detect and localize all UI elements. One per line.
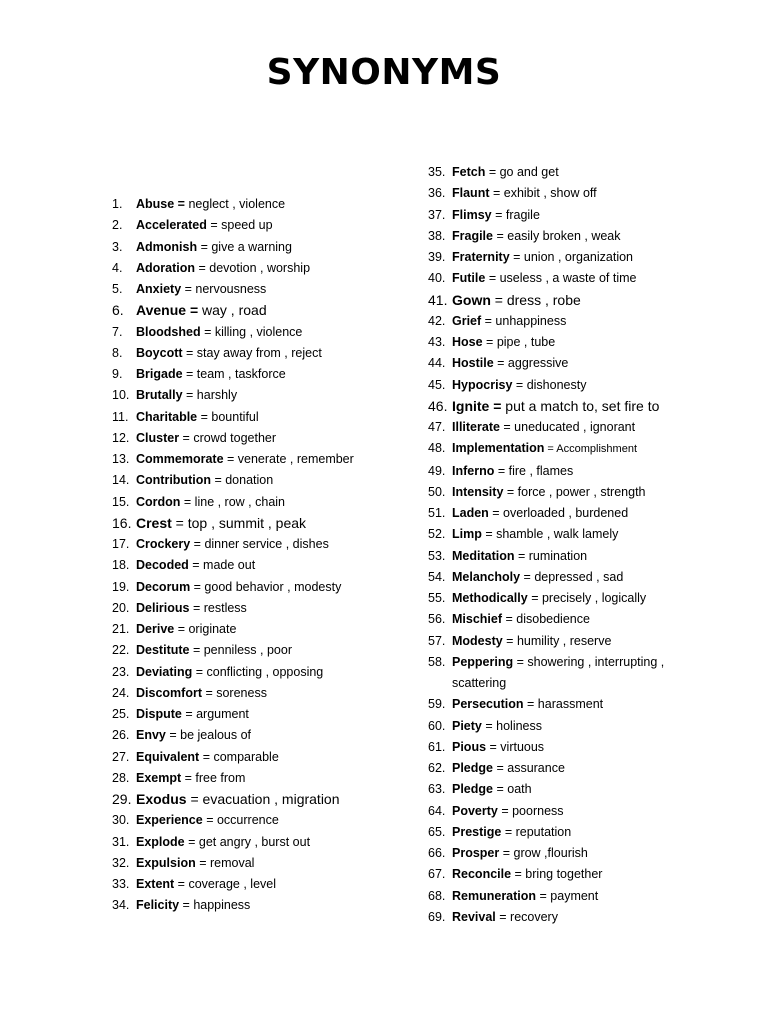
item-number: 39. xyxy=(428,250,446,264)
item-definition: = give a warning xyxy=(197,239,292,254)
item-number: 67. xyxy=(428,867,446,882)
item-definition: neglect , violence xyxy=(184,197,286,211)
item-definition: = good behavior , modesty xyxy=(190,579,342,594)
item-definition: = crowd together xyxy=(179,430,277,445)
item-number: 6. xyxy=(112,302,124,319)
list-item xyxy=(428,268,664,289)
item-definition: = holiness xyxy=(481,718,542,733)
item-definition: = get angry , burst out xyxy=(184,834,311,849)
item-word: Hostile xyxy=(452,356,494,371)
list-item xyxy=(112,428,354,449)
item-number: 42. xyxy=(428,313,446,328)
item-definition: = union , organization xyxy=(509,250,634,264)
item-definition: = occurrence xyxy=(202,813,279,828)
item-number: 7. xyxy=(112,324,123,339)
item-word: Bloodshed xyxy=(136,324,201,339)
item-number: 49. xyxy=(428,463,446,478)
item-number: 53. xyxy=(428,548,446,563)
item-word: Commemorate xyxy=(136,452,224,466)
item-number: 55. xyxy=(428,591,446,605)
item-definition: = donation xyxy=(210,473,274,488)
list-item xyxy=(112,832,354,853)
item-definition: = easily broken , weak xyxy=(493,228,621,243)
item-number: 3. xyxy=(112,239,123,254)
item-word: Brigade xyxy=(136,367,183,381)
list-item xyxy=(112,895,354,916)
item-word: Cluster xyxy=(136,430,180,445)
item-definition: = happiness xyxy=(179,898,251,913)
item-definition: = conflicting , opposing xyxy=(192,664,324,679)
item-word: Dispute xyxy=(136,707,182,721)
list-item xyxy=(112,747,354,768)
item-word: Limp xyxy=(452,527,482,542)
item-definition: = speed up xyxy=(206,218,273,233)
item-number: 5. xyxy=(112,282,123,296)
item-number: 46. xyxy=(428,397,448,414)
item-number: 64. xyxy=(428,803,446,818)
list-item xyxy=(112,725,354,746)
list-item xyxy=(112,853,354,874)
item-definition: = top , summit , peak xyxy=(171,514,307,531)
list-item xyxy=(428,886,664,907)
list-item xyxy=(428,843,664,864)
list-item xyxy=(428,864,664,885)
synonym-list-right xyxy=(428,162,664,928)
item-word: Cordon xyxy=(136,494,181,509)
item-definition: = harassment xyxy=(523,697,604,712)
item-word: Decoded xyxy=(136,558,189,573)
list-item xyxy=(112,662,354,683)
item-number: 43. xyxy=(428,335,446,349)
list-item xyxy=(428,822,664,843)
list-item xyxy=(112,279,354,300)
item-definition: = bring together xyxy=(511,867,603,882)
item-word: Boycott xyxy=(136,345,183,360)
list-item xyxy=(428,907,664,928)
list-item xyxy=(428,375,664,396)
item-number: 36. xyxy=(428,186,446,201)
list-item xyxy=(112,598,354,619)
item-word: Inferno xyxy=(452,463,495,478)
item-number: 44. xyxy=(428,356,446,371)
list-item xyxy=(428,503,664,524)
list-item xyxy=(428,801,664,822)
list-item xyxy=(112,810,354,831)
item-number: 38. xyxy=(428,228,446,243)
item-definition: = poorness xyxy=(497,803,564,818)
item-definition: = payment xyxy=(536,888,599,903)
list-item xyxy=(428,353,664,374)
item-word: Melancholy xyxy=(452,569,521,584)
item-definition: = made out xyxy=(188,558,256,573)
list-item xyxy=(112,215,354,236)
item-definition: = go and get xyxy=(485,165,559,179)
list-item xyxy=(428,162,664,183)
item-number: 18. xyxy=(112,558,130,573)
item-word: Fetch xyxy=(452,165,486,179)
item-definition-continued: scattering xyxy=(452,676,507,690)
item-definition: = recovery xyxy=(495,909,558,924)
item-number: 41. xyxy=(428,291,448,308)
list-item xyxy=(428,461,664,482)
item-number: 21. xyxy=(112,622,130,636)
list-item xyxy=(112,513,354,534)
list-item xyxy=(428,737,664,758)
item-definition: = reputation xyxy=(501,824,572,839)
list-item xyxy=(428,588,664,609)
item-word: Methodically xyxy=(452,591,528,605)
item-number: 26. xyxy=(112,728,130,743)
list-item xyxy=(428,609,664,630)
list-item xyxy=(428,205,664,226)
list-item xyxy=(112,555,354,576)
list-item xyxy=(112,407,354,428)
list-item xyxy=(112,789,354,810)
item-word: Hose xyxy=(452,335,483,349)
item-number: 9. xyxy=(112,367,123,381)
list-item xyxy=(428,546,664,567)
item-word: Exempt xyxy=(136,770,182,785)
item-word: Reconcile xyxy=(452,867,512,882)
item-definition: = restless xyxy=(189,600,247,615)
item-definition: = soreness xyxy=(201,685,267,700)
item-word: Destitute xyxy=(136,643,190,658)
item-word: Poverty xyxy=(452,803,498,818)
item-word: Flaunt xyxy=(452,186,490,201)
item-word: Meditation xyxy=(452,548,515,563)
list-item xyxy=(112,343,354,364)
item-definition: = disobedience xyxy=(502,612,590,627)
item-definition: = aggressive xyxy=(493,356,569,371)
item-word: Ignite = xyxy=(452,397,502,414)
item-word: Persecution xyxy=(452,697,524,712)
item-number: 62. xyxy=(428,761,446,775)
item-definition: = bountiful xyxy=(197,409,259,424)
item-definition: = Accomplishment xyxy=(544,443,637,456)
item-word: Brutally xyxy=(136,388,183,403)
item-definition: = useless , a waste of time xyxy=(485,271,637,286)
item-word: Extent xyxy=(136,877,175,891)
list-item xyxy=(428,226,664,247)
list-item xyxy=(428,524,664,545)
synonym-list-left xyxy=(112,194,354,917)
item-definition: put a match to, set fire to xyxy=(501,397,660,414)
item-number: 22. xyxy=(112,643,130,658)
list-item xyxy=(428,652,664,695)
item-definition: = grow ,flourish xyxy=(499,846,588,860)
item-definition: = dinner service , dishes xyxy=(190,537,329,551)
item-definition: = overloaded , burdened xyxy=(488,506,629,520)
item-number: 1. xyxy=(112,197,123,211)
item-definition: = comparable xyxy=(199,749,279,764)
item-number: 4. xyxy=(112,260,123,275)
list-item xyxy=(428,482,664,503)
item-definition: = evacuation , migration xyxy=(186,791,340,807)
item-word: Implementation xyxy=(452,441,545,456)
item-word: Crest xyxy=(136,514,172,531)
item-number: 63. xyxy=(428,782,446,797)
item-definition: = virtuous xyxy=(486,739,545,754)
item-word: Intensity xyxy=(452,484,504,499)
item-number: 58. xyxy=(428,654,446,669)
item-number: 33. xyxy=(112,877,130,891)
list-item xyxy=(428,396,664,417)
item-word: Decorum xyxy=(136,579,191,594)
item-number: 25. xyxy=(112,707,130,721)
item-number: 40. xyxy=(428,271,446,286)
list-item xyxy=(112,768,354,789)
item-definition: = unhappiness xyxy=(481,313,567,328)
item-definition: = dress , robe xyxy=(490,291,581,308)
item-number: 45. xyxy=(428,377,446,392)
item-word: Deviating xyxy=(136,664,193,679)
item-number: 69. xyxy=(428,909,446,924)
item-definition: = free from xyxy=(181,770,246,785)
list-item xyxy=(112,237,354,258)
list-item xyxy=(428,332,664,353)
item-word: Accelerated xyxy=(136,218,207,233)
item-number: 47. xyxy=(428,420,446,434)
item-number: 59. xyxy=(428,697,446,712)
list-item xyxy=(428,311,664,332)
item-number: 65. xyxy=(428,824,446,839)
item-word: Contribution xyxy=(136,473,211,488)
item-definition: = exhibit , show off xyxy=(489,186,597,201)
item-number: 68. xyxy=(428,888,446,903)
item-definition: = be jealous of xyxy=(165,728,252,743)
list-item xyxy=(428,567,664,588)
item-number: 10. xyxy=(112,388,130,403)
item-word: Futile xyxy=(452,271,486,286)
item-word: Peppering xyxy=(452,654,514,669)
item-word: Flimsy xyxy=(452,207,492,222)
list-item xyxy=(428,758,664,779)
item-definition: = originate xyxy=(174,622,237,636)
list-item xyxy=(112,874,354,895)
item-definition: = uneducated , ignorant xyxy=(499,420,636,434)
list-item xyxy=(112,449,354,470)
item-number: 15. xyxy=(112,494,130,509)
item-word: Laden xyxy=(452,506,489,520)
item-number: 48. xyxy=(428,441,446,456)
item-number: 17. xyxy=(112,537,130,551)
list-item xyxy=(428,694,664,715)
list-item xyxy=(112,704,354,725)
item-word: Admonish xyxy=(136,239,198,254)
item-number: 32. xyxy=(112,855,130,870)
item-word: Adoration xyxy=(136,260,196,275)
item-number: 28. xyxy=(112,770,130,785)
item-number: 19. xyxy=(112,579,130,594)
item-definition: = fragile xyxy=(491,207,540,222)
item-definition: = penniless , poor xyxy=(189,643,292,658)
item-number: 57. xyxy=(428,633,446,648)
item-word: Piety xyxy=(452,718,482,733)
item-definition: = devotion , worship xyxy=(195,260,311,275)
list-item xyxy=(112,619,354,640)
item-definition: = stay away from , reject xyxy=(182,345,322,360)
item-definition: = coverage , level xyxy=(174,877,276,891)
item-word: Exodus xyxy=(136,791,187,807)
list-item xyxy=(112,258,354,279)
item-number: 61. xyxy=(428,739,446,754)
list-item xyxy=(428,716,664,737)
item-number: 56. xyxy=(428,612,446,627)
item-word: Anxiety xyxy=(136,282,182,296)
item-word: Crockery xyxy=(136,537,191,551)
item-word: Prestige xyxy=(452,824,502,839)
item-word: Expulsion xyxy=(136,855,196,870)
item-word: Experience xyxy=(136,813,203,828)
item-word: Mischief xyxy=(452,612,503,627)
item-definition: = venerate , remember xyxy=(223,452,354,466)
item-definition: = argument xyxy=(181,707,249,721)
list-item xyxy=(428,290,664,311)
item-number: 37. xyxy=(428,207,446,222)
item-word: Remuneration xyxy=(452,888,537,903)
item-definition: = humility , reserve xyxy=(502,633,612,648)
list-item xyxy=(428,438,664,460)
list-item xyxy=(112,492,354,513)
list-item xyxy=(112,470,354,491)
item-definition: = showering , interrupting , xyxy=(513,654,665,669)
item-definition: = team , taskforce xyxy=(182,367,286,381)
item-number: 20. xyxy=(112,600,130,615)
list-item xyxy=(112,577,354,598)
item-number: 29. xyxy=(112,791,132,807)
item-word: Delirious xyxy=(136,600,190,615)
list-item xyxy=(112,534,354,555)
item-definition: = nervousness xyxy=(181,282,267,296)
item-word: Charitable xyxy=(136,409,198,424)
list-item xyxy=(112,300,354,321)
list-item xyxy=(112,683,354,704)
item-word: Felicity xyxy=(136,898,180,913)
item-definition: way , road xyxy=(198,302,267,319)
item-number: 13. xyxy=(112,452,130,466)
list-item xyxy=(428,183,664,204)
list-item xyxy=(428,779,664,800)
item-definition: = killing , violence xyxy=(200,324,303,339)
list-item xyxy=(428,417,664,438)
item-definition: = line , row , chain xyxy=(180,494,286,509)
item-number: 27. xyxy=(112,749,130,764)
item-word: Pledge xyxy=(452,761,493,775)
item-word: Pledge xyxy=(452,782,493,797)
item-word: Gown xyxy=(452,291,491,308)
item-word: Pious xyxy=(452,739,487,754)
item-definition: = dishonesty xyxy=(512,377,587,392)
list-item xyxy=(112,640,354,661)
list-item xyxy=(112,322,354,343)
item-number: 12. xyxy=(112,430,130,445)
item-number: 11. xyxy=(112,409,129,424)
item-number: 35. xyxy=(428,165,446,179)
item-number: 31. xyxy=(112,834,130,849)
item-definition: = harshly xyxy=(182,388,238,403)
item-definition: = force , power , strength xyxy=(503,484,646,499)
item-number: 51. xyxy=(428,506,446,520)
item-word: Envy xyxy=(136,728,166,743)
item-word: Grief xyxy=(452,313,482,328)
item-definition: = oath xyxy=(493,782,532,797)
item-word: Fraternity xyxy=(452,250,510,264)
item-number: 30. xyxy=(112,813,130,828)
page-title: SYNONYMS xyxy=(266,52,502,93)
item-definition: = shamble , walk lamely xyxy=(481,527,619,542)
item-number: 14. xyxy=(112,473,130,488)
item-definition: = precisely , logically xyxy=(527,591,647,605)
item-word: Hypocrisy xyxy=(452,377,513,392)
item-number: 52. xyxy=(428,527,446,542)
item-number: 60. xyxy=(428,718,446,733)
item-word: Illiterate xyxy=(452,420,500,434)
item-number: 8. xyxy=(112,345,123,360)
item-definition: = assurance xyxy=(493,761,565,775)
item-number: 2. xyxy=(112,218,123,233)
item-number: 54. xyxy=(428,569,446,584)
item-word: Equivalent xyxy=(136,749,200,764)
item-word: Fragile xyxy=(452,228,493,243)
item-word: Avenue = xyxy=(136,302,199,319)
list-item xyxy=(112,385,354,406)
item-word: Explode xyxy=(136,834,185,849)
item-number: 66. xyxy=(428,846,446,860)
list-item xyxy=(112,194,354,215)
item-number: 24. xyxy=(112,685,130,700)
item-definition: = rumination xyxy=(514,548,588,563)
list-item xyxy=(428,247,664,268)
item-number: 50. xyxy=(428,484,446,499)
item-definition: = fire , flames xyxy=(494,463,574,478)
list-item xyxy=(428,631,664,652)
item-word: Abuse = xyxy=(136,197,185,211)
item-word: Prosper xyxy=(452,846,500,860)
item-number: 34. xyxy=(112,898,130,913)
list-item xyxy=(112,364,354,385)
item-word: Modesty xyxy=(452,633,503,648)
item-word: Revival xyxy=(452,909,496,924)
item-word: Discomfort xyxy=(136,685,202,700)
item-number: 23. xyxy=(112,664,130,679)
item-definition: = removal xyxy=(195,855,255,870)
item-word: Derive xyxy=(136,622,175,636)
item-definition: = pipe , tube xyxy=(482,335,556,349)
item-number: 16. xyxy=(112,514,132,531)
item-definition: = depressed , sad xyxy=(520,569,624,584)
